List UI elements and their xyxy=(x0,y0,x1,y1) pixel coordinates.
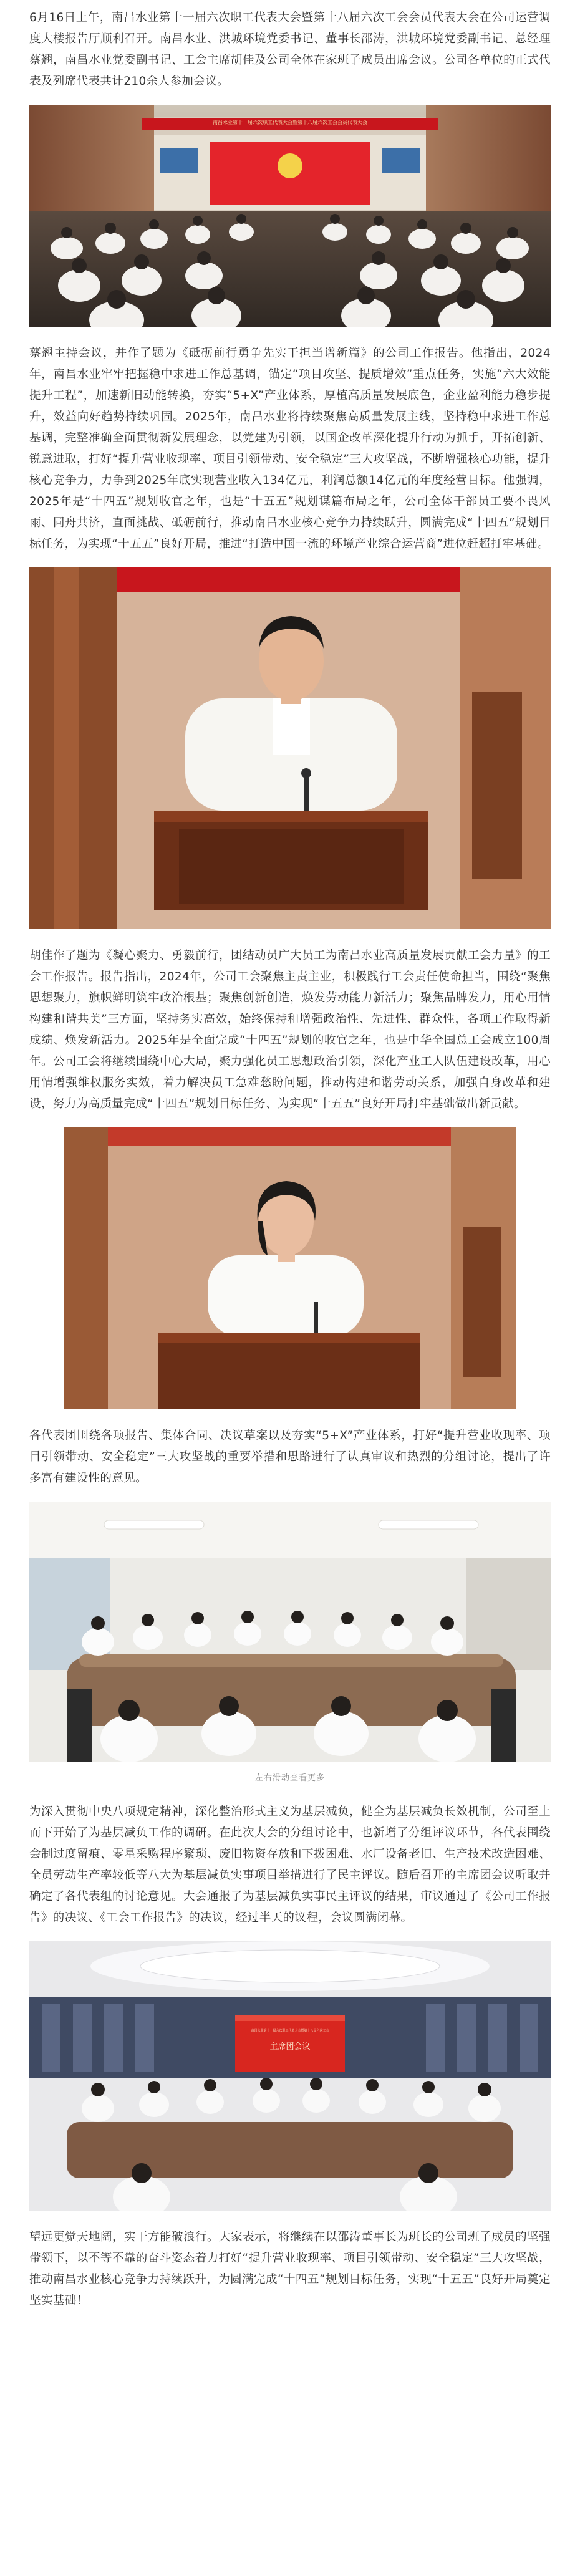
photo-speaker-male xyxy=(29,567,551,929)
paragraph-group-discussion: 各代表团围绕各项报告、集体合同、决议草案以及夯实“5+X”产业体系，打好“提升营业收现率、项目引领带动、安全稳定”三大攻坚战的重要举措和思路进行了认真审议和热烈的分组讨论，提出了许多富有建设性的意见。 xyxy=(29,1429,551,1485)
photo-conference-hall xyxy=(29,105,551,327)
paragraph-union-report: 胡佳作了题为《凝心聚力、勇毅前行，团结动员广大员工为南昌水业高质量发展贡献工会力量》的工会工作报告。报告指出，2024年，公司工会聚焦主责主业，积极践行工会责任使命担当，围绕“聚焦思想聚力，旗帜鲜明筑牢政治根基；聚焦创新创造，焕发劳动能力新活力；聚焦品牌发力，用心用情构建和谐共美”三方面，坚持务实高效，始终保持和增强政治性、先进性、群众性，各项工作取得新成绩、焕发新活力。2025年是全面完成“十四五”规划的收官之年，也是中华全国总工会成立100周年。公司工会将继续围绕中心大局，聚力强化员工思想政治引领，深化产业工人队伍建设改革，用心用情增强维权服务实效，着力解决员工急难愁盼问题，推动构建和谐劳动关系，加强自身改革和建设，努力为高质量完成“十四五”规划目标任务、为实现“十五五”良好开局打牢基础做出新贡献。 xyxy=(29,949,551,1111)
photo-presidium-meeting xyxy=(29,1941,551,2211)
carousel-hint: 左右滑动查看更多 xyxy=(254,1773,325,1783)
venue-banner-text: 南昌水业第十一届六次职工代表大会暨第十八届六次工会会员代表大会 xyxy=(213,120,367,125)
presidium-banner-line2: 主席团会议 xyxy=(269,2042,311,2052)
paragraph-intro: 6月16日上午，南昌水业第十一届六次职工代表大会暨第十八届六次工会会员代表大会在公司运营调度大楼报告厅顺利召开。南昌水业、洪城环境党委书记、董事长邵涛，洪城环境党委副书记、总经理蔡翘，南昌水业党委副书记、工会主席胡佳及公司全体在家班子成员出席会议。公司各单位的正式代表及列席代表共计210余人参加会议。 xyxy=(29,11,551,88)
paragraph-burden-reduction: 为深入贯彻中央八项规定精神，深化整治形式主义为基层减负，健全为基层减负长效机制，公司至上而下开始了为基层减负工作的调研。在此次大会的分组讨论中，也新增了分组评议环节，各代表围绕会制过度留痕、零星采购程序繁琐、废旧物资存放和下拨困难、水厂设备老旧、生产技术改造困难、全员劳动生产率较低等八大为基层减负实事项目举措进行了民主评议。随后召开的主席团会议听取并确定了各代表组的讨论意见。大会通报了为基层减负实事民主评议的结果，审议通过了《公司工作报告》的决议、《工会工作报告》的决议，经过半天的议程，会议圆满闭幕。 xyxy=(29,1805,551,1924)
presidium-banner-line1: 南昌水业第十一届六次职工代表大会暨第十八届六次工会 xyxy=(251,2029,329,2033)
paragraph-company-report: 蔡翘主持会议，并作了题为《砥砺前行勇争先实干担当谱新篇》的公司工作报告。他指出，2024年，南昌水业牢牢把握稳中求进工作总基调，锚定“项目攻坚、提质增效”重点任务，实施“六大效能提升工程”，加速新旧动能转换，夯实“5+X”产业体系，厚植高质量发展底色，企业盈利能力稳步提升，效益向好趋势持续巩固。2025年，南昌水业将持续聚焦高质量发展主线，坚持稳中求进工作总基调，完整准确全面贯彻新发展理念，以党建为引领，以国企改革深化提升行动为抓手，开拓创新、锐意进取，打好“提升营业收现率、项目引领带动、安全稳定”三大攻坚战，不断增强核心功能，提升核心竞争力，力争到2025年底实现营业收入134亿元，利润总额14亿元的年度经营目标。他强调，2025年是“十四五”规划收官之年，也是“十五五”规划谋篇布局之年，公司全体干部员工要不畏风雨、同舟共济，直面挑战、砥砺前行，推动南昌水业核心竞争力持续跃升，圆满完成“十四五”规划目标任务，为实现“十五五”良好开局，推进“打造中国一流的环境产业综合运营商”进位赶超打牢基础。 xyxy=(29,347,551,551)
paragraph-closing: 望远更觉天地阔，实干方能破浪行。大家表示，将继续在以邵涛董事长为班长的公司班子成员的坚强带领下，以不等不靠的奋斗姿态着力打好“提升营业收现率、项目引领带动、安全稳定”三大攻坚战，推动南昌水业核心竞争力持续跃升，为圆满完成“十四五”规划目标任务，实现“十五五”良好开局奠定坚实基础！ xyxy=(29,2231,551,2307)
photo-group-discussion[interactable] xyxy=(29,1502,551,1762)
photo-speaker-female xyxy=(64,1127,516,1409)
